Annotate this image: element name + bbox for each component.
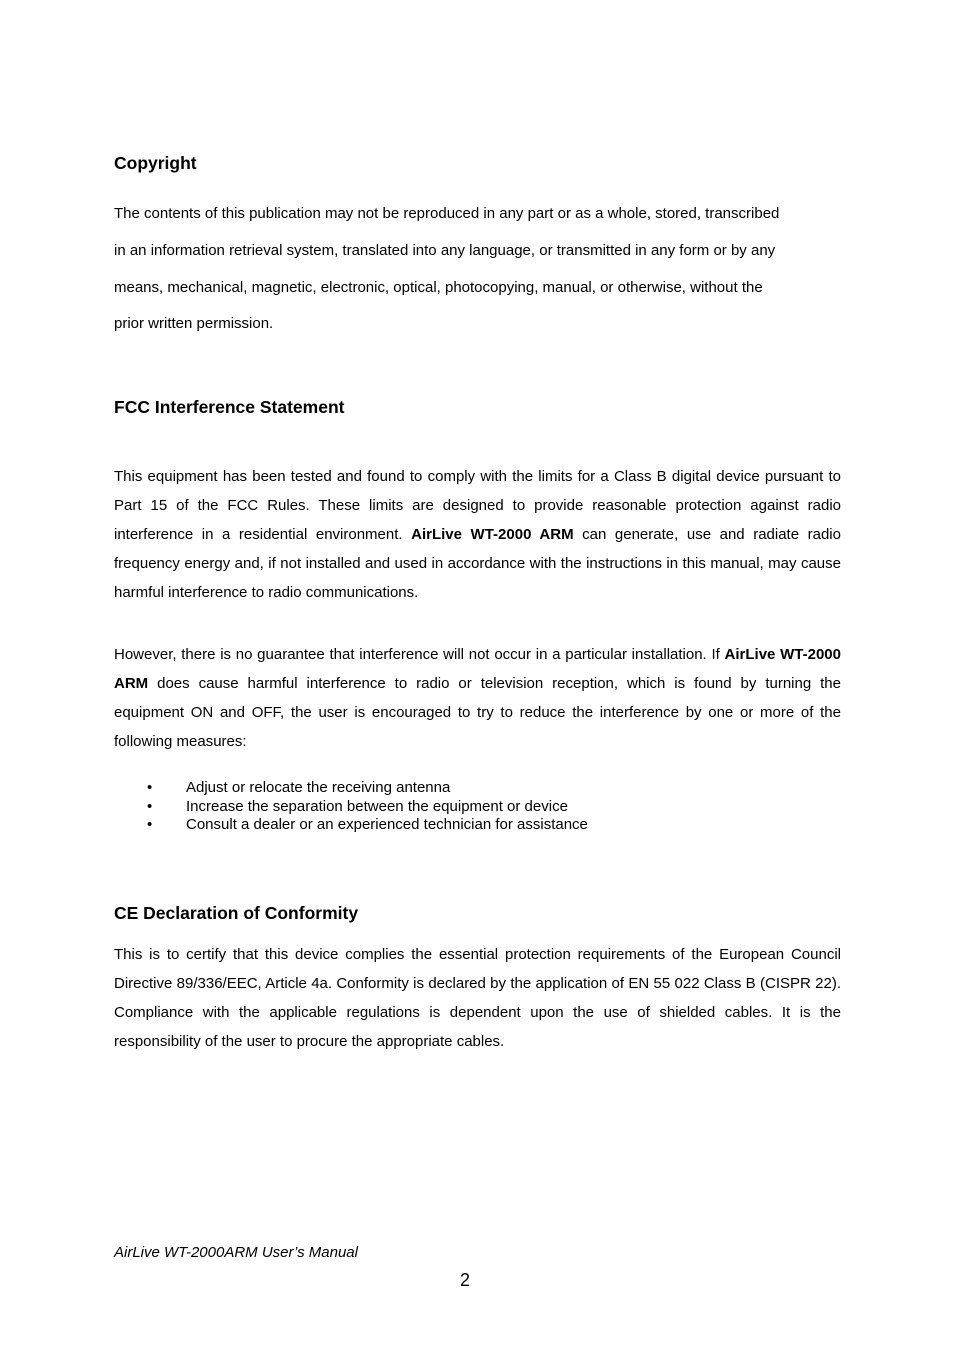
fcc-p1-text-after: can generate, use and radiate radio frequency energy and, if not installed and used in accordance with the instructions in this manual, may cause harmful interference to radio communications.: [114, 526, 841, 601]
bullet-icon: •: [147, 797, 153, 815]
bullet-icon: •: [147, 779, 153, 796]
fcc-paragraph-1: [114, 462, 841, 607]
measure-text: Consult a dealer or an experienced technician for assistance: [186, 816, 588, 833]
fcc-p2-text-after: does cause harmful interference to radio or television reception, which is found by turning the equipment ON and OFF, the user is encouraged to try to reduce the interference by one or more of the following measures:: [114, 675, 841, 750]
fcc-paragraph-2: [114, 640, 841, 756]
measure-text: Increase the separation between the equipment or device: [186, 797, 568, 815]
fcc-p2-text-before: However, there is no guarantee that interference will not occur in a particular installation. If: [114, 646, 725, 663]
copyright-line-1: The contents of this publication may not be reproduced in any part or as a whole, stored, transcribed: [114, 205, 780, 222]
copyright-line-2: in an information retrieval system, translated into any language, or transmitted in any form or by any: [114, 242, 776, 259]
page-number: 2: [459, 1270, 470, 1290]
list-item: [114, 798, 588, 817]
copyright-line-4: prior written permission.: [114, 315, 274, 332]
fcc-measures-list: [114, 779, 588, 835]
bullet-icon: •: [147, 816, 153, 833]
fcc-p1-text-before: This equipment has been tested and found to comply with the limits for a Class B digital device pursuant to Part 15 of the FCC Rules. These limits are designed to provide reasonable protection against radio interference in a residential environment.: [114, 468, 841, 543]
ce-paragraph: This is to certify that this device complies the essential protection requirements of the European Council Directive 89/336/EEC, Article 4a. Conformity is declared by the application of EN 55 022 Class B (CISPR 22). Compliance with the applicable regulations is dependent upon the use of shielded cables. It is the responsibility of the user to procure the appropriate cables.: [114, 946, 841, 1050]
copyright-heading: Copyright: [114, 153, 197, 173]
fcc-heading: FCC Interference Statement: [114, 397, 345, 417]
measure-text: Adjust or relocate the receiving antenna: [186, 779, 451, 796]
list-item: [114, 816, 588, 835]
fcc-p1-product-name: AirLive WT-2000 ARM: [411, 526, 574, 543]
list-item: [114, 779, 588, 798]
ce-heading: CE Declaration of Conformity: [114, 903, 359, 923]
footer-manual-title: AirLive WT-2000ARM User’s Manual: [114, 1244, 358, 1261]
copyright-line-3: means, mechanical, magnetic, electronic, optical, photocopying, manual, or otherwise, without the: [114, 279, 763, 296]
fcc-p2-product-name: AirLive WT-2000 ARM: [114, 646, 841, 692]
